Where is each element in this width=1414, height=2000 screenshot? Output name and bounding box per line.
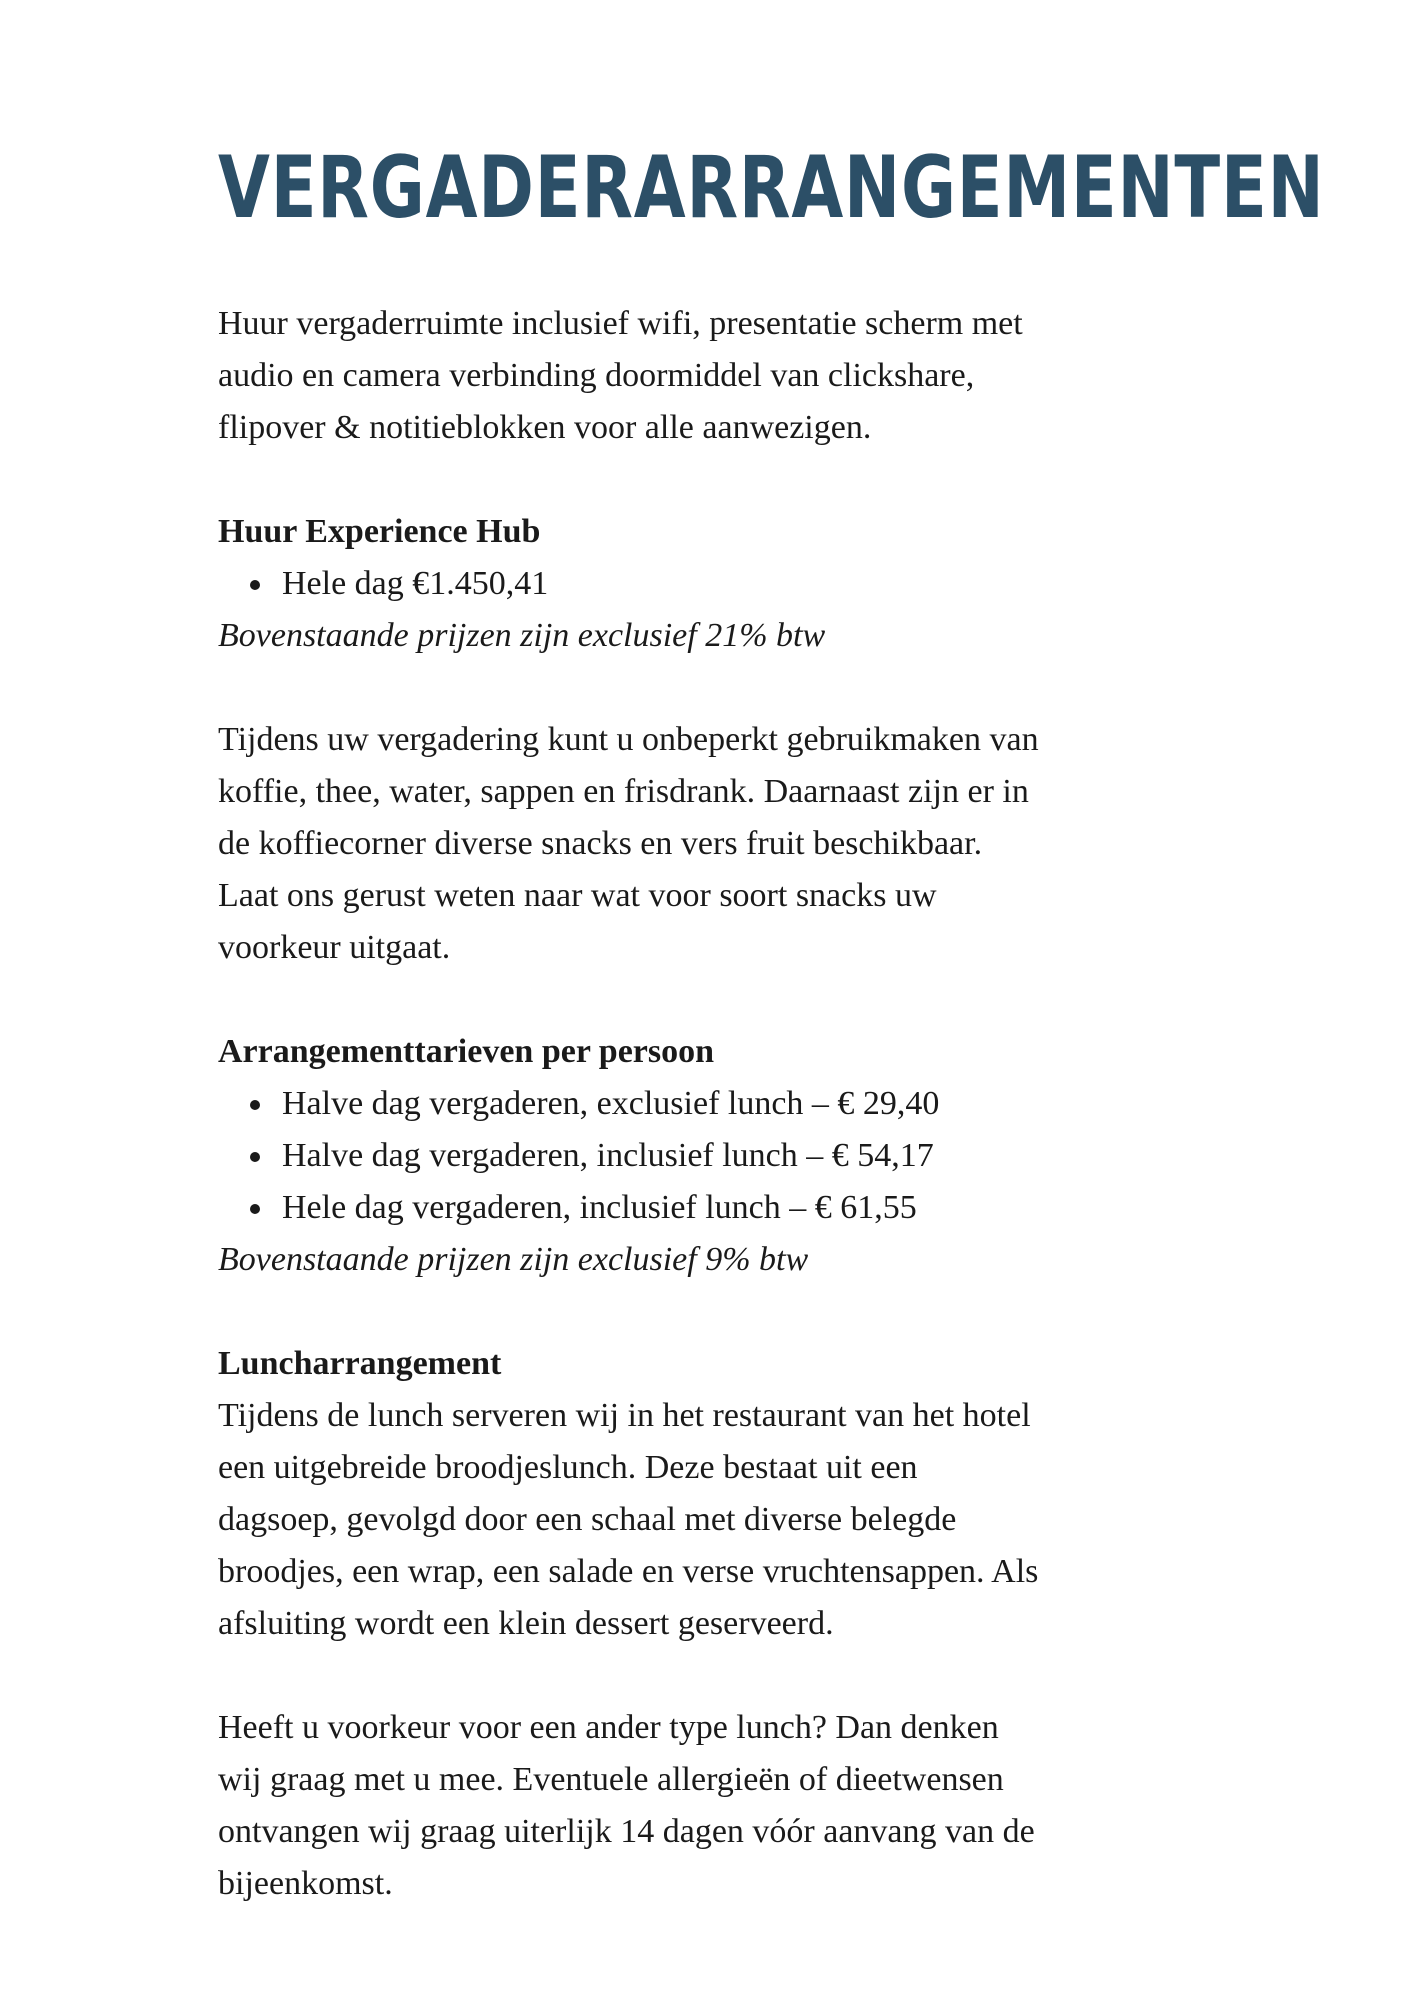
lunch-line: een uitgebreide broodjeslunch. Deze bestaat uit een xyxy=(218,1449,918,1486)
bullet-icon xyxy=(250,1100,260,1110)
preference-paragraph xyxy=(218,1702,1218,1910)
rates-section xyxy=(218,1026,1218,1286)
lunch-heading: Luncharrangement xyxy=(218,1345,502,1382)
drinks-line: Laat ons gerust weten naar wat voor soort snacks uw xyxy=(218,877,937,914)
list-item-text: Halve dag vergaderen, exclusief lunch – € 29,40 xyxy=(282,1085,940,1122)
rates-heading: Arrangementtarieven per persoon xyxy=(218,1033,715,1070)
lunch-section xyxy=(218,1338,1218,1650)
intro-line: Huur vergaderruimte inclusief wifi, presentatie scherm met xyxy=(218,305,1023,342)
vat-note: Bovenstaande prijzen zijn exclusief 21% btw xyxy=(218,617,826,654)
bullet-icon xyxy=(250,1204,260,1214)
hub-heading: Huur Experience Hub xyxy=(218,513,541,550)
rates-list xyxy=(218,1078,1218,1234)
hub-list xyxy=(218,558,1218,610)
drinks-line: Tijdens uw vergadering kunt u onbeperkt gebruikmaken van xyxy=(218,721,1039,758)
list-item-text: Halve dag vergaderen, inclusief lunch – € 54,17 xyxy=(282,1137,934,1174)
hub-section xyxy=(218,506,1218,662)
drinks-line: koffie, thee, water, sappen en frisdrank. Daarnaast zijn er in xyxy=(218,773,1029,810)
drinks-line: de koffiecorner diverse snacks en vers fruit beschikbaar. xyxy=(218,825,983,862)
drinks-paragraph xyxy=(218,714,1218,974)
list-item xyxy=(218,1078,1218,1130)
intro-paragraph xyxy=(218,298,1218,454)
preference-line: wij graag met u mee. Eventuele allergieën of dieetwensen xyxy=(218,1761,1004,1798)
bullet-icon xyxy=(250,1152,260,1162)
document-body xyxy=(218,298,1218,1910)
list-item xyxy=(218,558,1218,610)
drinks-line: voorkeur uitgaat. xyxy=(218,929,451,966)
intro-line: audio en camera verbinding doormiddel van clickshare, xyxy=(218,357,975,394)
bullet-icon xyxy=(250,580,260,590)
preference-line: bijeenkomst. xyxy=(218,1865,393,1902)
vat-note: Bovenstaande prijzen zijn exclusief 9% btw xyxy=(218,1241,809,1278)
list-item-text: Hele dag vergaderen, inclusief lunch – € 61,55 xyxy=(282,1189,917,1226)
list-item xyxy=(218,1130,1218,1182)
list-item-text: Hele dag €1.450,41 xyxy=(282,565,549,602)
preference-line: Heeft u voorkeur voor een ander type lunch? Dan denken xyxy=(218,1709,999,1746)
lunch-line: broodjes, een wrap, een salade en verse vruchtensappen. Als xyxy=(218,1553,1039,1590)
lunch-line: afsluiting wordt een klein dessert geserveerd. xyxy=(218,1605,834,1642)
lunch-line: Tijdens de lunch serveren wij in het restaurant van het hotel xyxy=(218,1397,1031,1434)
preference-line: ontvangen wij graag uiterlijk 14 dagen vóór aanvang van de xyxy=(218,1813,1035,1850)
page-title: VERGADERARRANGEMENTEN xyxy=(218,138,1325,238)
intro-line: flipover & notitieblokken voor alle aanwezigen. xyxy=(218,409,872,446)
list-item xyxy=(218,1182,1218,1234)
lunch-line: dagsoep, gevolgd door een schaal met diverse belegde xyxy=(218,1501,957,1538)
